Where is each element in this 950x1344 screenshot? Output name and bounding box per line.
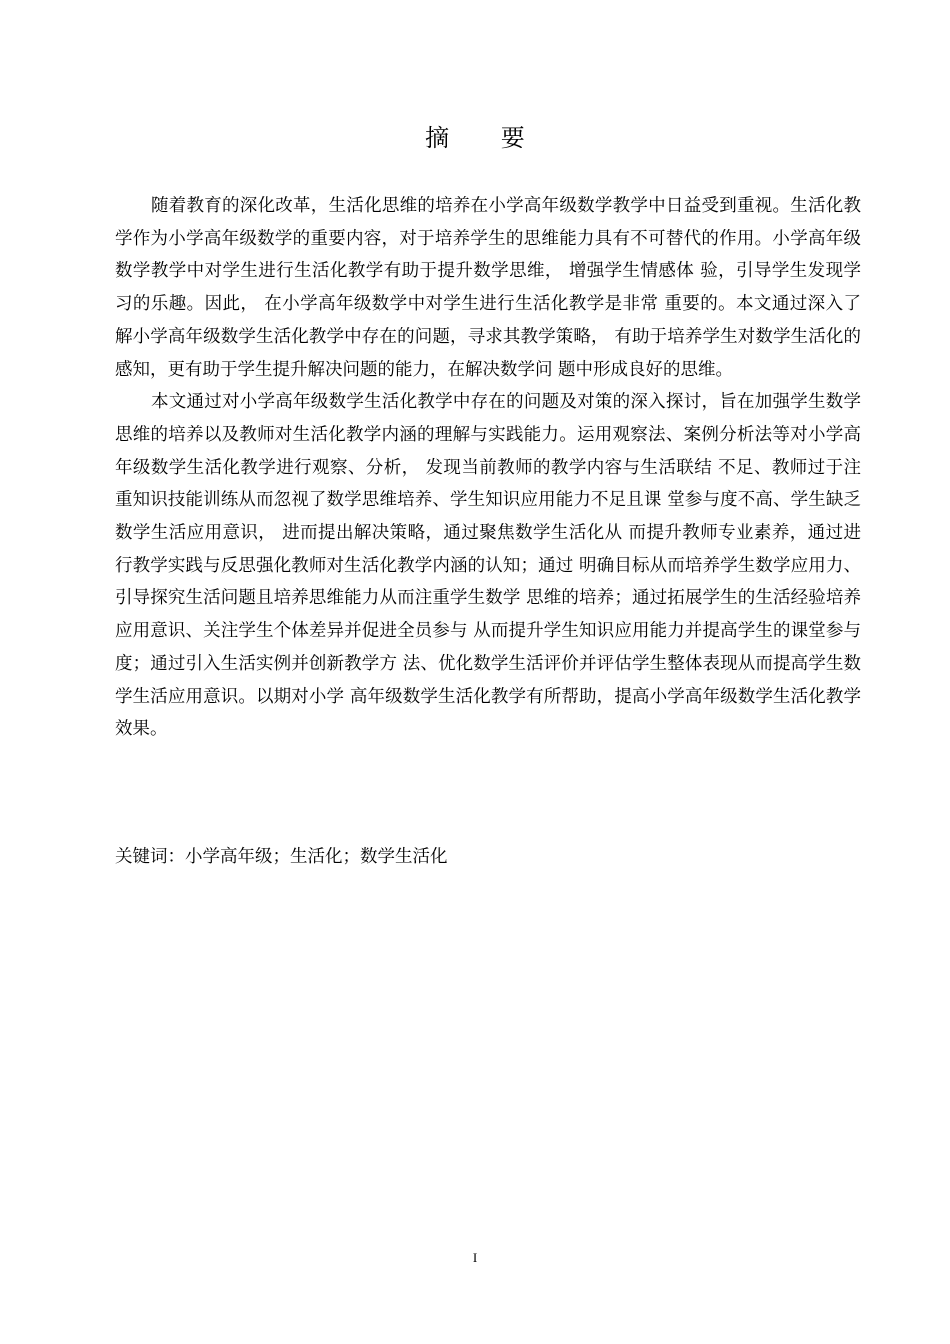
- keywords-line: [115, 842, 861, 872]
- abstract-paragraph-1: 随着教育的深化改革，生活化思维的培养在小学高年级数学教学中日益受到重视。生活化教学作为小学高年级数学的重要内容，对于培养学生的思维能力具有不可替代的作用。小学高年级数学教学中对学生进行生活化教学有助于提升数学思维， 增强学生情感体 验，引导学生发现学习的乐趣。因此， 在小学高年级数学中对学生进行生活化教学是非常 重要的。本文通过深入了解小学高年级数学生活化教学中存在的问题，寻求其教学策略， 有助于培养学生对数学生活化的感知，更有助于学生提升解决问题的能力，在解决数学问 题中形成良好的思维。: [115, 196, 861, 380]
- page-number: I: [472, 1250, 478, 1265]
- abstract-body: [115, 190, 861, 746]
- abstract-paragraph-2: 本文通过对小学高年级数学生活化教学中存在的问题及对策的深入探讨，旨在加强学生数学思维的培养以及教师对生活化教学内涵的理解与实践能力。运用观察法、案例分析法等对小学高年级数学生活化教学进行观察、分析， 发现当前教师的教学内容与生活联结 不足、教师过于注重知识技能训练从而忽视了数学思维培养、学生知识应用能力不足且课 堂参与度不高、学生缺乏数学生活应用意识， 进而提出解决策略，通过聚焦数学生活化从 而提升教师专业素养，通过进行教学实践与反思强化教师对生活化教学内涵的认知；通过 明确目标从而培养学生数学应用力、引导探究生活问题且培养思维能力从而注重学生数学 思维的培养；通过拓展学生的生活经验培养应用意识、关注学生个体差异并促进全员参与 从而提升学生知识应用能力并提高学生的课堂参与度；通过引入生活实例并创新教学方 法、优化数学生活评价并评估学生整体表现从而提高学生数学生活应用意识。以期对小学 高年级数学生活化教学有所帮助，提高小学高年级数学生活化教学效果。: [115, 392, 861, 740]
- keywords-label: 关键词：: [115, 847, 185, 867]
- abstract-title: 摘 要: [425, 124, 547, 152]
- keywords-value: 小学高年级；生活化；数学生活化: [185, 847, 448, 867]
